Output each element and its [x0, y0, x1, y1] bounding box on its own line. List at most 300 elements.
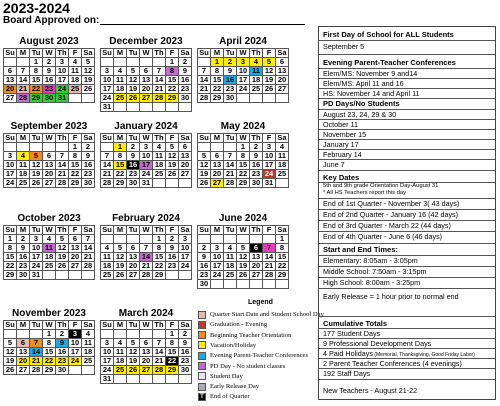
times-line: Middle School: 7:50am - 3:15pm — [323, 267, 427, 276]
day-cell: 30 — [250, 179, 263, 188]
day-cell: 9 — [17, 244, 30, 253]
week-row — [4, 366, 95, 375]
day-cell: 20 — [140, 357, 153, 366]
month-grid — [100, 225, 192, 280]
weekday-header: Sa — [82, 134, 95, 143]
day-cell: 13 — [276, 67, 289, 76]
weekday-header: W — [43, 49, 56, 58]
day-cell: 28 — [56, 179, 69, 188]
empty-cell — [114, 375, 127, 384]
day-cell: 28 — [30, 366, 43, 375]
day-cell: 16 — [17, 253, 30, 262]
divider — [319, 54, 495, 55]
day-cell: 7 — [56, 152, 69, 161]
day-cell: 25 — [101, 271, 114, 280]
week-row — [198, 94, 289, 103]
weekday-header: F — [166, 321, 179, 330]
month-grid — [197, 133, 289, 188]
empty-cell — [56, 143, 69, 152]
empty-cell — [166, 103, 179, 112]
day-cell: 26 — [127, 94, 140, 103]
day-cell: 6 — [211, 152, 224, 161]
week-row — [4, 235, 95, 244]
empty-cell — [179, 179, 192, 188]
day-cell: 3 — [211, 244, 224, 253]
weekday-header-row — [198, 134, 289, 143]
day-cell: 6 — [4, 67, 17, 76]
weekday-header: Th — [250, 226, 263, 235]
day-cell: 24 — [101, 366, 114, 375]
weekday-header: Sa — [179, 226, 192, 235]
day-cell: 11 — [153, 152, 166, 161]
empty-cell — [250, 94, 263, 103]
legend-label: Vacation/Holiday — [210, 341, 257, 349]
day-cell: 2 — [17, 235, 30, 244]
day-cell: 27 — [127, 271, 140, 280]
day-cell: 23 — [56, 357, 69, 366]
day-cell: 25 — [114, 94, 127, 103]
month-grid — [3, 133, 95, 188]
day-cell: 14 — [153, 348, 166, 357]
day-cell: 7 — [82, 235, 95, 244]
day-cell: 9 — [56, 339, 69, 348]
day-cell: 26 — [30, 179, 43, 188]
legend-item — [198, 310, 324, 319]
empty-cell — [127, 58, 140, 67]
pd-date: June 7 — [323, 160, 345, 169]
empty-cell — [179, 375, 192, 384]
day-cell: 13 — [69, 244, 82, 253]
day-cell: 31 — [101, 375, 114, 384]
empty-cell — [17, 330, 30, 339]
empty-cell — [263, 235, 276, 244]
day-cell: 15 — [166, 76, 179, 85]
empty-cell — [30, 330, 43, 339]
week-row — [198, 161, 289, 170]
weekday-header: Tu — [30, 226, 43, 235]
month-grid — [100, 320, 192, 384]
empty-cell — [30, 143, 43, 152]
week-row — [101, 271, 192, 280]
day-cell: 15 — [237, 161, 250, 170]
day-cell: 31 — [30, 271, 43, 280]
day-cell: 11 — [17, 161, 30, 170]
legend-swatch: T — [198, 393, 206, 401]
weekday-header: Tu — [224, 49, 237, 58]
empty-cell — [140, 375, 153, 384]
day-cell: 26 — [198, 179, 211, 188]
legend-label: PD Day - No student classes — [210, 362, 286, 370]
divider — [319, 379, 495, 380]
day-cell: 21 — [198, 85, 211, 94]
weekday-header: Sa — [179, 134, 192, 143]
day-cell: 16 — [198, 262, 211, 271]
day-cell: 20 — [179, 161, 192, 170]
day-cell: 21 — [263, 262, 276, 271]
day-cell: 24 — [4, 179, 17, 188]
day-cell: 30 — [179, 94, 192, 103]
week-row — [198, 58, 289, 67]
empty-cell — [43, 271, 56, 280]
weekday-header: M — [211, 49, 224, 58]
day-cell: 2 — [224, 58, 237, 67]
day-cell: 7 — [198, 67, 211, 76]
day-cell: 7 — [153, 67, 166, 76]
day-cell: 3 — [56, 58, 69, 67]
divider — [319, 40, 495, 41]
day-cell: 8 — [69, 152, 82, 161]
day-cell: 29 — [153, 271, 166, 280]
empty-cell — [224, 143, 237, 152]
day-cell: 10 — [30, 244, 43, 253]
key-date-line: End of 3rd Quarter - March 22 (44 days) — [323, 221, 451, 230]
empty-cell — [179, 271, 192, 280]
legend-label: Graduation - Evening — [210, 321, 268, 329]
weekday-header: F — [69, 49, 82, 58]
day-cell: 3 — [69, 330, 82, 339]
day-cell: 30 — [43, 94, 56, 103]
week-row — [4, 94, 95, 103]
day-cell: 17 — [56, 76, 69, 85]
day-cell: 1 — [211, 58, 224, 67]
day-cell: 12 — [198, 161, 211, 170]
day-cell: 20 — [17, 357, 30, 366]
weekday-header: W — [140, 226, 153, 235]
month-june-2024 — [197, 213, 289, 289]
empty-cell — [140, 235, 153, 244]
week-row — [4, 58, 95, 67]
day-cell: 4 — [276, 143, 289, 152]
key-date-line: End of 2nd Quarter - January 16 (42 days) — [323, 210, 459, 219]
weekday-header: Th — [153, 134, 166, 143]
empty-cell — [224, 280, 237, 289]
empty-cell — [153, 58, 166, 67]
day-cell: 6 — [250, 244, 263, 253]
day-cell: 17 — [211, 262, 224, 271]
day-cell: 8 — [276, 244, 289, 253]
week-row — [101, 339, 192, 348]
day-cell: 16 — [82, 161, 95, 170]
day-cell: 9 — [43, 67, 56, 76]
weekday-header: Th — [153, 321, 166, 330]
day-cell: 6 — [69, 235, 82, 244]
day-cell: 2 — [179, 58, 192, 67]
day-cell: 17 — [101, 85, 114, 94]
empty-cell — [166, 179, 179, 188]
day-cell: 7 — [263, 244, 276, 253]
week-row — [4, 161, 95, 170]
legend-item — [198, 362, 285, 371]
month-march-2024 — [100, 308, 192, 384]
day-cell: 20 — [250, 262, 263, 271]
day-cell: 16 — [250, 161, 263, 170]
day-cell: 18 — [43, 253, 56, 262]
pd-date: January 17 — [323, 140, 359, 149]
pd-date: August 23, 24, 29 & 30 — [323, 110, 397, 119]
day-cell: 13 — [140, 348, 153, 357]
day-cell: 11 — [43, 244, 56, 253]
day-cell: 12 — [114, 253, 127, 262]
day-cell: 12 — [166, 152, 179, 161]
day-cell: 18 — [101, 262, 114, 271]
empty-cell — [127, 330, 140, 339]
day-cell: 17 — [179, 253, 192, 262]
day-cell: 9 — [198, 253, 211, 262]
day-cell: 16 — [43, 76, 56, 85]
empty-cell — [140, 103, 153, 112]
day-cell: 14 — [82, 244, 95, 253]
day-cell: 29 — [69, 179, 82, 188]
day-cell: 23 — [82, 170, 95, 179]
day-cell: 9 — [127, 152, 140, 161]
day-cell: 23 — [166, 262, 179, 271]
day-cell: 18 — [153, 161, 166, 170]
times-line: High School: 8:00am - 3:25pm — [323, 278, 421, 287]
weekday-header: W — [43, 321, 56, 330]
month-title: October 2023 — [17, 213, 81, 224]
day-cell: 14 — [56, 161, 69, 170]
day-cell: 3 — [179, 235, 192, 244]
day-cell: 29 — [30, 94, 43, 103]
empty-cell — [17, 58, 30, 67]
day-cell: 22 — [4, 262, 17, 271]
weekday-header: M — [17, 226, 30, 235]
week-row — [4, 339, 95, 348]
month-title: February 2024 — [112, 213, 180, 224]
day-cell: 24 — [140, 170, 153, 179]
times-heading: Start and End Times: — [323, 245, 398, 254]
empty-cell — [166, 375, 179, 384]
day-cell: 11 — [224, 253, 237, 262]
empty-cell — [69, 94, 82, 103]
totals-line: 9 Professional Development Days — [323, 339, 432, 348]
day-cell: 5 — [198, 152, 211, 161]
day-cell: 2 — [166, 235, 179, 244]
day-cell: 20 — [140, 85, 153, 94]
day-cell: 13 — [250, 253, 263, 262]
day-cell: 7 — [153, 339, 166, 348]
month-title: August 2023 — [19, 36, 79, 47]
weekday-header: Tu — [30, 49, 43, 58]
weekday-header: Tu — [30, 321, 43, 330]
weekday-header: F — [263, 49, 276, 58]
weekday-header: Su — [4, 134, 17, 143]
totals-line: 2 Parent Teacher Conferences (4 evenings) — [323, 359, 462, 368]
day-cell: 4 — [250, 58, 263, 67]
day-cell: 25 — [276, 170, 289, 179]
day-cell: 30 — [56, 366, 69, 375]
day-cell: 31 — [101, 103, 114, 112]
day-cell: 10 — [69, 339, 82, 348]
day-cell: 12 — [237, 253, 250, 262]
day-cell: 10 — [140, 152, 153, 161]
day-cell: 11 — [114, 76, 127, 85]
week-row — [101, 143, 192, 152]
day-cell: 16 — [127, 161, 140, 170]
empty-cell — [211, 235, 224, 244]
day-cell: 20 — [43, 170, 56, 179]
day-cell: 27 — [140, 366, 153, 375]
day-cell: 30 — [179, 366, 192, 375]
weekday-header: M — [114, 226, 127, 235]
day-cell: 14 — [263, 253, 276, 262]
day-cell: 20 — [69, 253, 82, 262]
week-row — [4, 244, 95, 253]
weekday-header: F — [166, 134, 179, 143]
empty-cell — [211, 280, 224, 289]
day-cell: 18 — [114, 85, 127, 94]
day-cell: 12 — [127, 76, 140, 85]
first-day-heading: First Day of School for ALL Students — [323, 30, 454, 39]
empty-cell — [4, 58, 17, 67]
weekday-header: Th — [153, 226, 166, 235]
empty-cell — [140, 330, 153, 339]
week-row — [101, 94, 192, 103]
day-cell: 1 — [237, 143, 250, 152]
empty-cell — [69, 271, 82, 280]
day-cell: 21 — [101, 170, 114, 179]
weekday-header: Th — [56, 321, 69, 330]
day-cell: 12 — [127, 348, 140, 357]
weekday-header: Sa — [276, 134, 289, 143]
weekday-header: F — [166, 226, 179, 235]
week-row — [198, 271, 289, 280]
day-cell: 19 — [30, 170, 43, 179]
weekday-header: Sa — [276, 49, 289, 58]
day-cell: 14 — [198, 76, 211, 85]
weekday-header: F — [166, 49, 179, 58]
day-cell: 15 — [30, 76, 43, 85]
day-cell: 25 — [17, 179, 30, 188]
day-cell: 3 — [101, 339, 114, 348]
week-row — [198, 244, 289, 253]
month-title: June 2024 — [218, 213, 268, 224]
empty-cell — [198, 235, 211, 244]
pd-heading: PD Days/No Students — [323, 99, 400, 108]
day-cell: 20 — [4, 85, 17, 94]
day-cell: 27 — [211, 179, 224, 188]
day-cell: 28 — [101, 179, 114, 188]
legend-swatch — [198, 352, 206, 360]
day-cell: 11 — [276, 152, 289, 161]
day-cell: 9 — [82, 152, 95, 161]
week-row — [198, 262, 289, 271]
week-row — [101, 179, 192, 188]
month-title: April 2024 — [219, 36, 267, 47]
day-cell: 17 — [4, 170, 17, 179]
week-row — [101, 85, 192, 94]
week-row — [198, 85, 289, 94]
legend-label: End of Quarter — [210, 393, 250, 401]
day-cell: 4 — [153, 143, 166, 152]
divider — [319, 316, 495, 317]
day-cell: 18 — [250, 76, 263, 85]
weekday-header: Sa — [179, 49, 192, 58]
week-row — [101, 375, 192, 384]
month-grid — [197, 225, 289, 289]
weekday-header-row — [101, 226, 192, 235]
empty-cell — [250, 235, 263, 244]
week-row — [198, 76, 289, 85]
weekday-header: Sa — [82, 321, 95, 330]
day-cell: 19 — [127, 357, 140, 366]
day-cell: 10 — [101, 348, 114, 357]
empty-cell — [166, 271, 179, 280]
day-cell: 22 — [30, 85, 43, 94]
day-cell: 28 — [224, 179, 237, 188]
week-row — [4, 143, 95, 152]
month-grid — [100, 48, 192, 112]
week-row — [198, 179, 289, 188]
day-cell: 17 — [237, 76, 250, 85]
week-row — [101, 170, 192, 179]
week-row — [4, 271, 95, 280]
day-cell: 17 — [263, 161, 276, 170]
day-cell: 5 — [127, 67, 140, 76]
day-cell: 10 — [4, 161, 17, 170]
week-row — [198, 67, 289, 76]
empty-cell — [43, 143, 56, 152]
day-cell: 23 — [250, 170, 263, 179]
legend-label: Evening Parent-Teacher Conferences — [210, 352, 309, 360]
empty-cell — [101, 235, 114, 244]
early-release-note: Early Release = 1 hour prior to normal end — [323, 292, 459, 301]
weekday-header-row — [4, 49, 95, 58]
legend-title: Legend — [248, 299, 273, 306]
day-cell: 15 — [211, 76, 224, 85]
legend-label: Beginning Teacher Orientation — [210, 331, 292, 339]
day-cell: 6 — [140, 67, 153, 76]
week-row — [101, 103, 192, 112]
day-cell: 14 — [101, 161, 114, 170]
weekday-header: Sa — [82, 49, 95, 58]
day-cell: 13 — [179, 152, 192, 161]
day-cell: 25 — [250, 85, 263, 94]
day-cell: 14 — [140, 253, 153, 262]
weekday-header: W — [237, 49, 250, 58]
day-cell: 14 — [17, 76, 30, 85]
pd-date: February 14 — [323, 150, 362, 159]
week-row — [4, 85, 95, 94]
empty-cell — [153, 103, 166, 112]
day-cell: 13 — [4, 76, 17, 85]
day-cell: 19 — [263, 76, 276, 85]
day-cell: 27 — [4, 94, 17, 103]
day-cell: 2 — [179, 330, 192, 339]
day-cell: 18 — [69, 76, 82, 85]
day-cell: 27 — [69, 262, 82, 271]
day-cell: 19 — [127, 85, 140, 94]
day-cell: 3 — [101, 67, 114, 76]
day-cell: 6 — [276, 58, 289, 67]
weekday-header: M — [114, 321, 127, 330]
empty-cell — [276, 94, 289, 103]
calendar-title: 2023-2024 — [3, 0, 70, 16]
day-cell: 21 — [153, 85, 166, 94]
day-cell: 16 — [224, 76, 237, 85]
empty-cell — [69, 366, 82, 375]
day-cell: 10 — [56, 67, 69, 76]
day-cell: 26 — [263, 85, 276, 94]
day-cell: 9 — [166, 244, 179, 253]
day-cell: 11 — [250, 67, 263, 76]
weekday-header: M — [211, 134, 224, 143]
day-cell: 21 — [82, 253, 95, 262]
day-cell: 8 — [211, 67, 224, 76]
day-cell: 24 — [237, 85, 250, 94]
day-cell: 23 — [179, 85, 192, 94]
empty-cell — [237, 280, 250, 289]
